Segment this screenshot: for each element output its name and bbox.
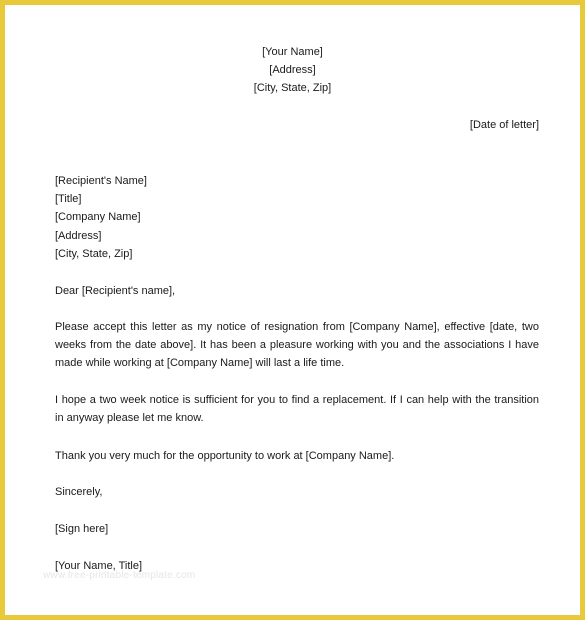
recipient-title: [Title]	[55, 193, 82, 206]
paragraph-transition-offer: I hope a two week notice is sufficient for you to find a replacement. If I can help with the transition in anyway please let me know.	[55, 394, 539, 424]
letter-date: [Date of letter]	[469, 119, 539, 131]
sender-name: [Your Name]	[262, 46, 323, 58]
sender-city-state-zip: [City, State, Zip]	[253, 82, 332, 94]
sender-block	[5, 43, 580, 97]
signoff-name: [Your Name, Title]	[55, 560, 143, 572]
paragraph-thank-you: Thank you very much for the opportunity to work at [Company Name].	[55, 450, 395, 462]
salutation: Dear [Recipient's name],	[55, 285, 176, 297]
letter-page	[5, 5, 580, 615]
recipient-address: [Address]	[55, 229, 102, 242]
recipient-city-state-zip: [City, State, Zip]	[55, 247, 133, 260]
sender-address: [Address]	[269, 64, 316, 76]
signature-line: [Sign here]	[55, 523, 109, 535]
recipient-company: [Company Name]	[55, 211, 141, 224]
recipient-name: [Recipient's Name]	[55, 175, 147, 187]
watermark: www.free-printable-template.com	[43, 570, 196, 581]
closing: Sincerely,	[55, 486, 103, 498]
recipient-block	[55, 172, 147, 263]
paragraph-resignation-notice: Please accept this letter as my notice of resignation from [Company Name], effective [date, two weeks from the date above]. It has been a pleasure working with you and the associations I have made while working at [Company Name] will last a life time.	[55, 321, 539, 369]
